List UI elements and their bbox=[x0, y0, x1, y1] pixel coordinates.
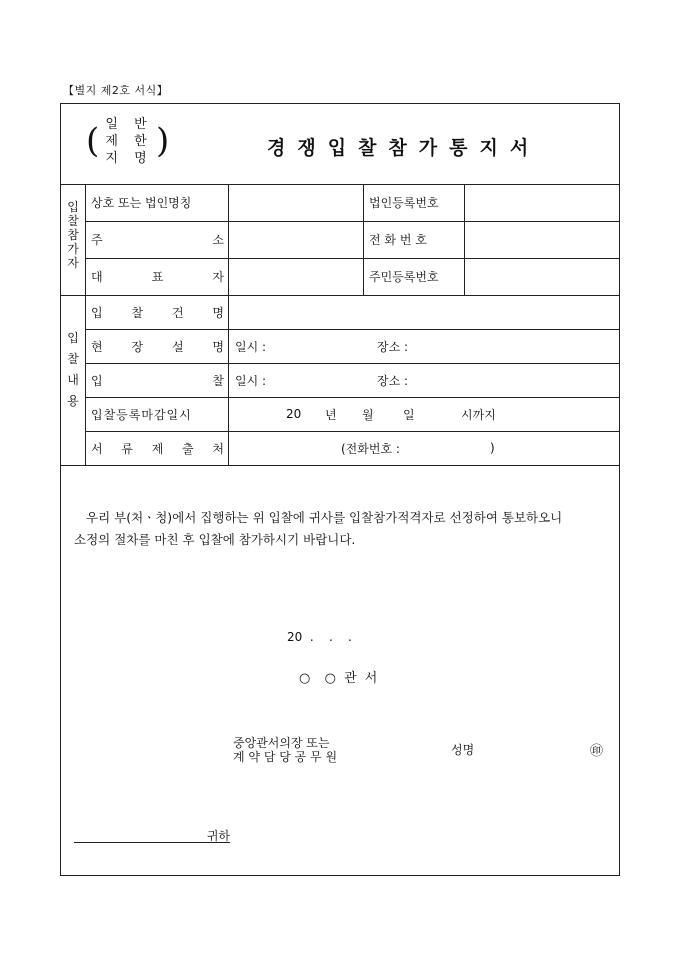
corp-reg-no-label: 법인등록번호 bbox=[369, 196, 439, 210]
seal-mark: ㊞ bbox=[590, 744, 604, 759]
form-number-label: 【별지 제2호 서식】 bbox=[63, 84, 169, 97]
submission-phone-close: ) bbox=[490, 441, 495, 455]
left-paren: ( bbox=[86, 121, 100, 161]
bid-title-field[interactable] bbox=[229, 295, 619, 329]
address-field[interactable] bbox=[229, 221, 363, 258]
bid-type-general: 일 반 bbox=[105, 117, 153, 132]
signer-title-line-1: 중앙관서의장 또는 bbox=[233, 736, 330, 750]
form-title: 경쟁입찰참가통지서 bbox=[267, 137, 541, 159]
bid-title-label: 입 찰 건 명 bbox=[91, 305, 224, 320]
notice-body-line-2: 소정의 절차를 마친 후 입찰에 참가하시기 바랍니다. bbox=[74, 532, 356, 547]
deadline-day-unit: 일 bbox=[403, 407, 415, 422]
sign-name-label: 성명 bbox=[451, 743, 475, 757]
notice-body-line-1: 우리 부(처ㆍ청)에서 집행하는 위 입찰에 귀사를 입찰참가적격자로 선정하여 통보하오니 bbox=[86, 510, 563, 525]
bidder-section-label: 입찰참가자 bbox=[67, 200, 79, 270]
representative-field[interactable] bbox=[229, 258, 363, 295]
notice-body bbox=[74, 507, 614, 551]
deadline-month-unit: 월 bbox=[362, 407, 374, 422]
document-submission-label: 서 류 제 출 처 bbox=[91, 441, 224, 456]
signer-title bbox=[233, 736, 337, 764]
issuing-office: ○ ○ 관 서 bbox=[299, 671, 380, 686]
representative-label: 대 표 자 bbox=[91, 270, 224, 284]
bid-type-restricted: 제 한 bbox=[105, 134, 153, 149]
phone-field[interactable] bbox=[465, 221, 619, 258]
resident-reg-no-label: 주민등록번호 bbox=[369, 270, 439, 284]
phone-label: 전 화 번 호 bbox=[369, 233, 427, 247]
bid-section-label: 입찰내용 bbox=[67, 331, 79, 408]
recipient-line[interactable] bbox=[74, 827, 230, 843]
registration-deadline-label: 입찰등록마감일시 bbox=[91, 407, 192, 422]
deadline-year-unit: 년 bbox=[325, 407, 337, 422]
address-label: 주 소 bbox=[91, 233, 224, 247]
bid-type-designated: 지 명 bbox=[105, 151, 153, 166]
company-name-field[interactable] bbox=[229, 184, 363, 221]
right-paren: ) bbox=[156, 121, 170, 161]
corp-reg-no-field[interactable] bbox=[465, 184, 619, 221]
bid-type-list bbox=[103, 116, 155, 167]
company-name-label: 상호 또는 법인명칭 bbox=[91, 196, 192, 210]
bidding-label: 입 찰 bbox=[91, 373, 224, 388]
site-briefing-label: 현 장 설 명 bbox=[91, 339, 224, 354]
deadline-hour-unit: 시까지 bbox=[461, 407, 496, 422]
signer-title-line-2: 계 약 담 당 공 무 원 bbox=[233, 750, 338, 764]
bidding-place: 장소 : bbox=[377, 373, 409, 388]
bidding-date: 일시 : bbox=[235, 373, 267, 388]
site-briefing-date: 일시 : bbox=[235, 339, 267, 354]
deadline-year: 20 bbox=[286, 407, 302, 421]
issue-date: 20 . . . bbox=[287, 630, 352, 644]
site-briefing-place: 장소 : bbox=[377, 339, 409, 354]
resident-reg-no-field[interactable] bbox=[465, 258, 619, 295]
recipient-suffix: 귀하 bbox=[206, 829, 230, 843]
form-frame bbox=[60, 103, 620, 876]
submission-phone: (전화번호 : bbox=[341, 441, 400, 456]
